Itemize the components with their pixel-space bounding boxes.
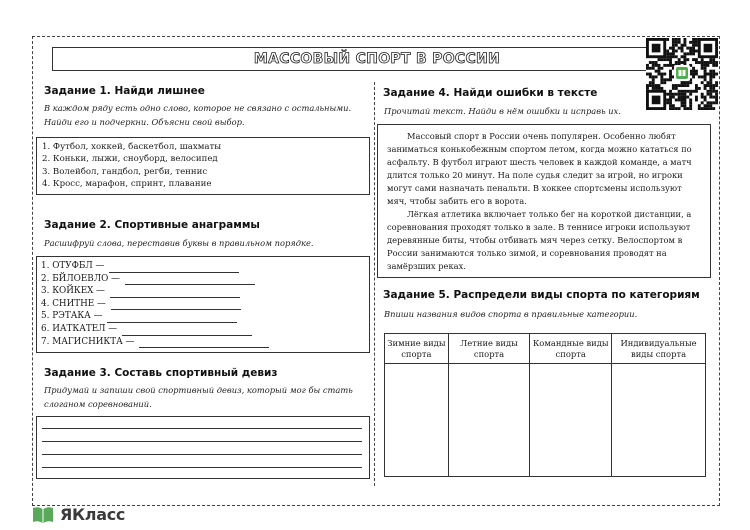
column-divider [374, 82, 375, 486]
task5-instruction: Впиши названия видов спорта в правильные категории. [384, 309, 638, 319]
task4-instruction: Прочитай текст. Найди в нём ошибки и исправь их. [384, 106, 621, 116]
task1-box [36, 137, 370, 195]
task4-title: Задание 4. Найди ошибки в тексте [383, 87, 598, 99]
task1-row: 3. Волейбол, гандбол, регби, теннис [42, 166, 208, 177]
categories-table [384, 333, 706, 477]
qr-code [646, 38, 718, 110]
answer-line[interactable] [125, 276, 255, 285]
task1-row: 4. Кросс, марафон, спринт, плавание [42, 178, 212, 189]
task1-title: Задание 1. Найди лишнее [44, 85, 205, 97]
answer-line[interactable] [111, 301, 241, 310]
motto-line[interactable] [42, 467, 362, 468]
answer-line[interactable] [139, 339, 269, 348]
motto-line[interactable] [42, 454, 362, 455]
category-cell[interactable] [530, 364, 612, 477]
page-title [52, 47, 702, 71]
anagram-item: 4. СНИТНЕ — [41, 298, 365, 311]
task2-title: Задание 2. Спортивные анаграммы [44, 219, 260, 231]
motto-line[interactable] [42, 428, 362, 429]
motto-line[interactable] [42, 441, 362, 442]
yaklass-logo[interactable] [32, 505, 125, 524]
answer-line[interactable] [107, 314, 237, 323]
category-cell[interactable] [385, 364, 449, 477]
task4-paragraph: Массовый спорт в России очень популярен. Особенно любят заниматься конькобежным спортом летом, когда можно кататься по асфальту. В футбол играют шесть человек в каждой команде, а матч длится только 20 минут. На поле судья следит за игрой, но игроки могут сами назначать пенальти. В хоккее спортсмены используют мяч, чтобы забить его в ворота. [387, 131, 692, 207]
category-header: Летние виды спорта [448, 334, 530, 364]
anagram-item: 7. МАГИСНИКТА — [41, 336, 365, 349]
task5-title: Задание 5. Распредели виды спорта по категориям [383, 289, 700, 301]
answer-line[interactable] [109, 264, 239, 273]
task1-instruction: В каждом ряду есть одно слово, которое не связано с остальными. Найди его и подчеркни. Объясни свой выбор. [44, 103, 352, 127]
anagram-item: 2. БЙЛОЕВЛО — [41, 273, 365, 286]
page-title-text: МАССОВЫЙ СПОРТ В РОССИИ [253, 51, 501, 67]
anagram-item: 6. ИАТКАТЕЛ — [41, 323, 365, 336]
task1-row: 1. Футбол, хоккей, баскетбол, шахматы [42, 142, 222, 152]
category-cell[interactable] [612, 364, 706, 477]
task3-instruction: Придумай и запиши свой спортивный девиз, который мог бы стать слоганом соревнований. [44, 385, 353, 409]
anagram-item: 5. РЭТАКА — [41, 310, 365, 323]
category-header: Индивидуальные виды спорта [612, 334, 706, 364]
answer-line[interactable] [122, 327, 252, 336]
task4-text-box [377, 124, 711, 278]
anagram-item: 3. КОЙКЕХ — [41, 285, 365, 298]
logo-text: ЯКласс [60, 505, 126, 524]
task2-instruction: Расшифруй слова, переставив буквы в правильном порядке. [44, 238, 314, 248]
task2-box [36, 256, 370, 353]
anagram-item: 1. ОТУФБЛ — [41, 260, 365, 273]
task1-row: 2. Коньки, лыжи, сноуборд, велосипед [42, 154, 218, 165]
answer-line[interactable] [110, 289, 240, 298]
book-icon [32, 506, 54, 524]
task3-box [36, 416, 370, 479]
category-header: Зимние виды спорта [385, 334, 449, 364]
task3-title: Задание 3. Составь спортивный девиз [44, 367, 278, 379]
category-cell[interactable] [448, 364, 530, 477]
category-header: Командные виды спорта [530, 334, 612, 364]
task4-paragraph: Лёгкая атлетика включает только бег на короткой дистанции, а соревнования проходят только в зале. В теннисе игроки используют деревянные биты, чтобы отбивать мяч через сетку. Велоспортом в России занимаются только зимой, и соревнования проводят на замёрзших реках. [387, 209, 692, 272]
